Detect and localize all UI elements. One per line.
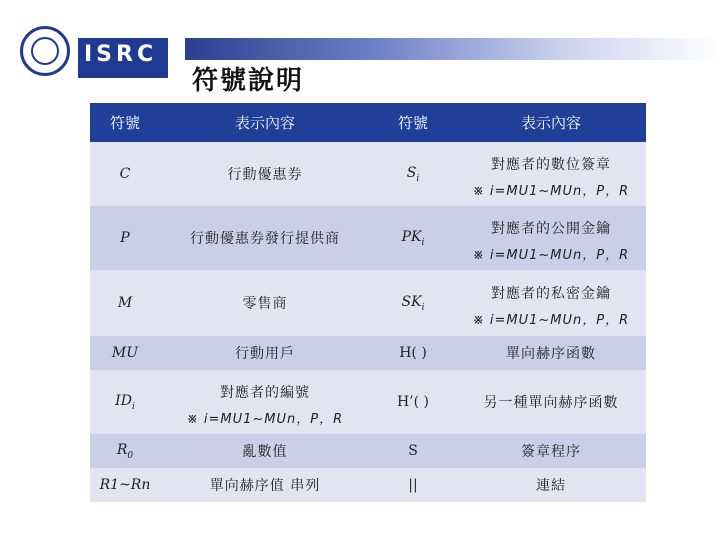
content-cell: 另一種單向赫序函數 bbox=[456, 370, 646, 434]
page-title: 符號說明 bbox=[192, 66, 305, 96]
symbol-cell: MU bbox=[90, 336, 160, 370]
header-symbol-2: 符號 bbox=[370, 103, 456, 142]
content-cell: 零售商 bbox=[160, 270, 370, 336]
content-cell: 對應者的私密金鑰 ※ i=MU1~MUn，P，R bbox=[456, 270, 646, 336]
symbol-cell: $SK_i$ bbox=[370, 270, 456, 336]
header bbox=[0, 18, 720, 96]
table-row bbox=[90, 370, 646, 434]
content-cell: 亂數值 bbox=[160, 434, 370, 468]
symbol-cell: $ID_i$ bbox=[90, 370, 160, 434]
note-text: ※ i=MU1~MUn，P，R bbox=[472, 312, 630, 328]
note-text: ※ i=MU1~MUn，P，R bbox=[472, 183, 630, 199]
header-content-2: 表示內容 bbox=[456, 103, 646, 142]
symbol-cell: C bbox=[90, 142, 160, 206]
university-seal-icon bbox=[20, 26, 70, 76]
content-cell: 行動優惠券發行提供商 bbox=[160, 206, 370, 270]
content-cell: 簽章程序 bbox=[456, 434, 646, 468]
symbol-cell: H( ) bbox=[370, 336, 456, 370]
header-gradient-bar bbox=[185, 38, 720, 60]
table-row bbox=[90, 206, 646, 270]
content-cell: 連結 bbox=[456, 468, 646, 502]
symbol-cell: R1~Rn bbox=[90, 468, 160, 502]
content-cell: 對應者的數位簽章 ※ i=MU1~MUn，P，R bbox=[456, 142, 646, 206]
content-cell: 對應者的編號 ※ i=MU1~MUn，P，R bbox=[160, 370, 370, 434]
symbol-cell: $S_i$ bbox=[370, 142, 456, 206]
table-header-row bbox=[90, 103, 646, 142]
header-content-1: 表示內容 bbox=[160, 103, 370, 142]
content-cell: 行動用戶 bbox=[160, 336, 370, 370]
symbol-cell: S bbox=[370, 434, 456, 468]
content-cell: 單向赫序函數 bbox=[456, 336, 646, 370]
header-symbol-1: 符號 bbox=[90, 103, 160, 142]
content-cell: 行動優惠券 bbox=[160, 142, 370, 206]
content-cell: 對應者的公開金鑰 ※ i=MU1~MUn，P，R bbox=[456, 206, 646, 270]
table-row bbox=[90, 434, 646, 468]
note-text: ※ i=MU1~MUn，P，R bbox=[472, 247, 630, 263]
symbol-cell: $PK_i$ bbox=[370, 206, 456, 270]
note-text: ※ i=MU1~MUn，P，R bbox=[186, 411, 344, 427]
symbol-cell: || bbox=[370, 468, 456, 502]
logo-text: ISRC bbox=[84, 42, 158, 67]
symbol-table bbox=[90, 103, 646, 502]
symbol-cell: H’( ) bbox=[370, 370, 456, 434]
content-cell: 單向赫序值 串列 bbox=[160, 468, 370, 502]
symbol-cell: P bbox=[90, 206, 160, 270]
symbol-cell: M bbox=[90, 270, 160, 336]
table-row bbox=[90, 336, 646, 370]
table-row bbox=[90, 270, 646, 336]
symbol-cell: $R_0$ bbox=[90, 434, 160, 468]
table-row bbox=[90, 142, 646, 206]
table-row bbox=[90, 468, 646, 502]
